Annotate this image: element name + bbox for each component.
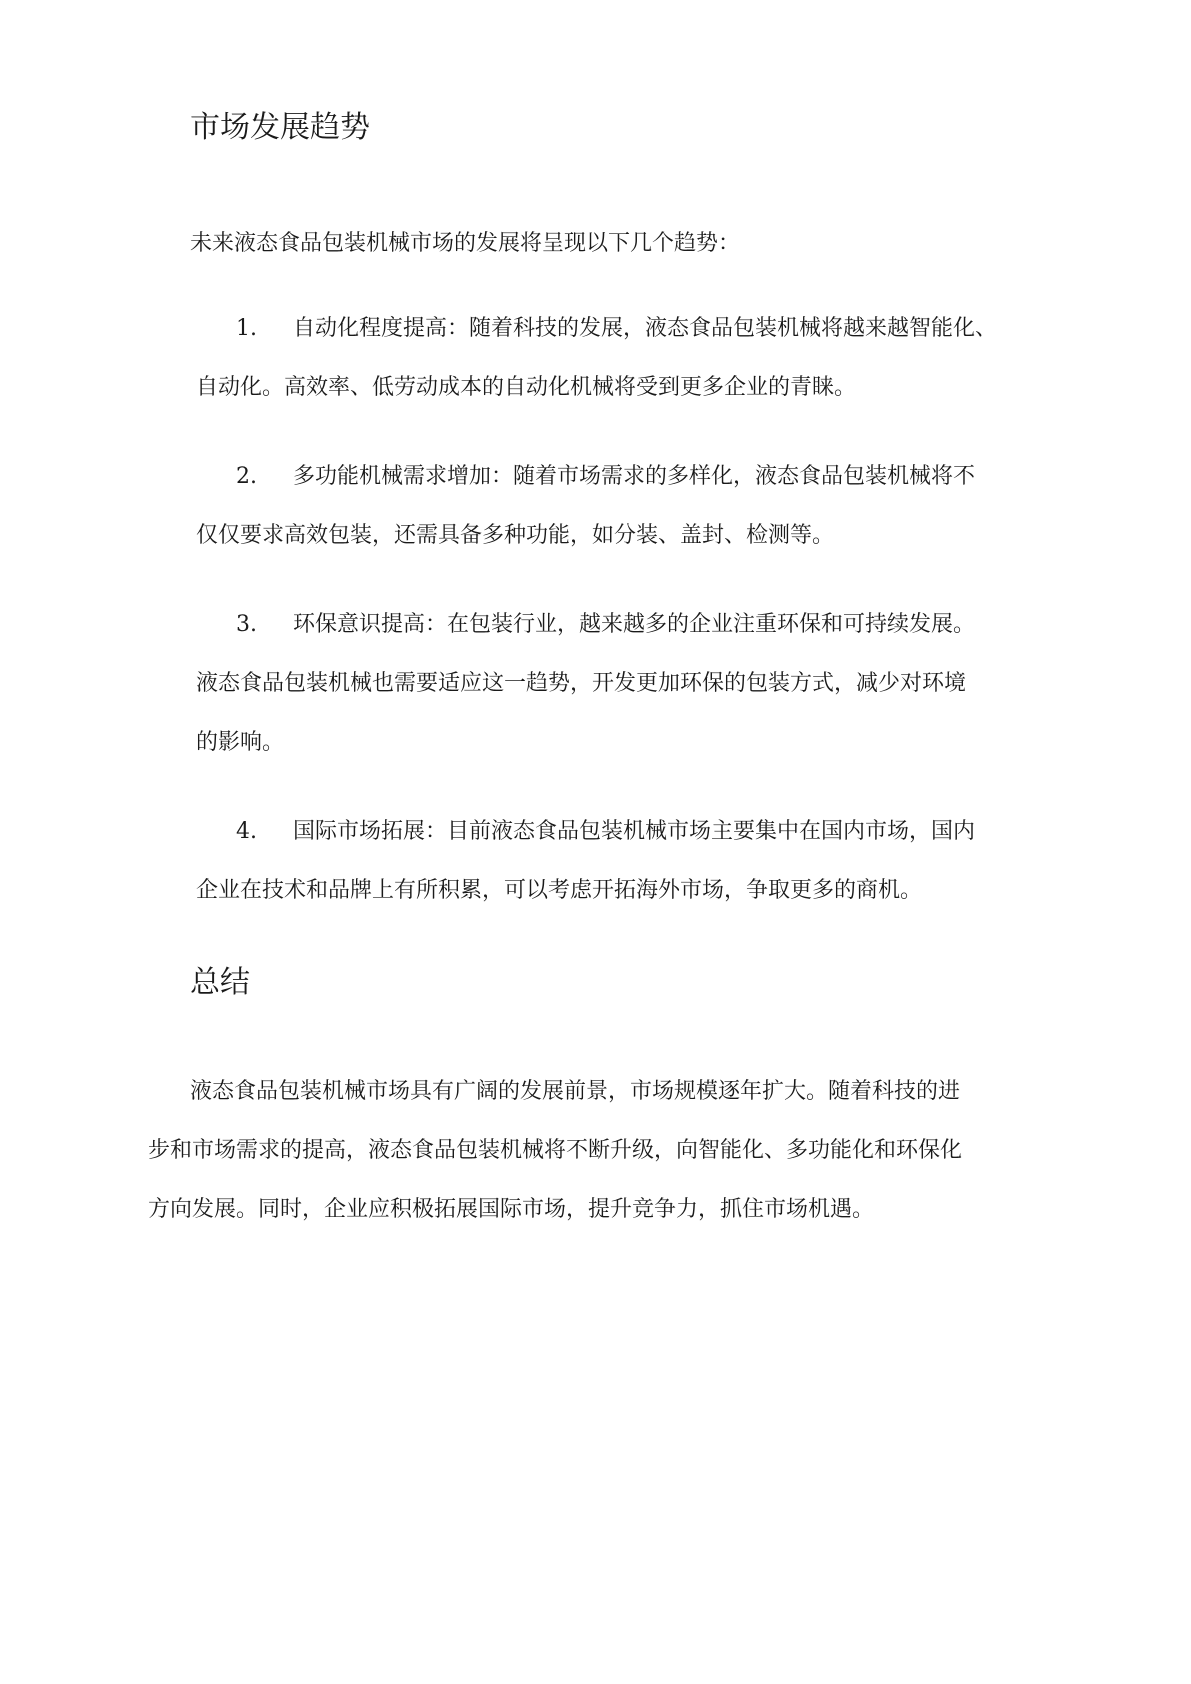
list-item-line: 的影响。	[196, 730, 285, 755]
section-heading-market-trends: 市场发展趋势	[190, 110, 370, 145]
list-item-line: 自动化程度提高：随着科技的发展，液态食品包装机械将越来越智能化、	[293, 316, 998, 341]
list-item-line: 国际市场拓展：目前液态食品包装机械市场主要集中在国内市场，国内	[293, 819, 976, 844]
intro-paragraph: 未来液态食品包装机械市场的发展将呈现以下几个趋势：	[190, 231, 741, 256]
list-item-number: 1.	[236, 316, 257, 341]
list-item-line: 仅仅要求高效包装，还需具备多种功能，如分装、盖封、检测等。	[196, 523, 835, 548]
section-heading-summary: 总结	[190, 965, 250, 1000]
summary-line: 步和市场需求的提高，液态食品包装机械将不断升级，向智能化、多功能化和环保化	[148, 1138, 963, 1163]
summary-line: 方向发展。同时，企业应积极拓展国际市场，提升竞争力，抓住市场机遇。	[148, 1197, 875, 1222]
list-item-number: 2.	[236, 464, 257, 489]
list-item-number: 3.	[236, 612, 257, 637]
list-item-number: 4.	[236, 819, 257, 844]
list-item-line: 液态食品包装机械也需要适应这一趋势，开发更加环保的包装方式，减少对环境	[196, 671, 967, 696]
list-item-line: 自动化。高效率、低劳动成本的自动化机械将受到更多企业的青睐。	[196, 375, 857, 400]
list-item-line: 环保意识提高：在包装行业，越来越多的企业注重环保和可持续发展。	[293, 612, 976, 637]
summary-line: 液态食品包装机械市场具有广阔的发展前景，市场规模逐年扩大。随着科技的进	[190, 1079, 961, 1104]
list-item-line: 多功能机械需求增加：随着市场需求的多样化，液态食品包装机械将不	[293, 464, 976, 489]
list-item-line: 企业在技术和品牌上有所积累，可以考虑开拓海外市场，争取更多的商机。	[196, 878, 923, 903]
